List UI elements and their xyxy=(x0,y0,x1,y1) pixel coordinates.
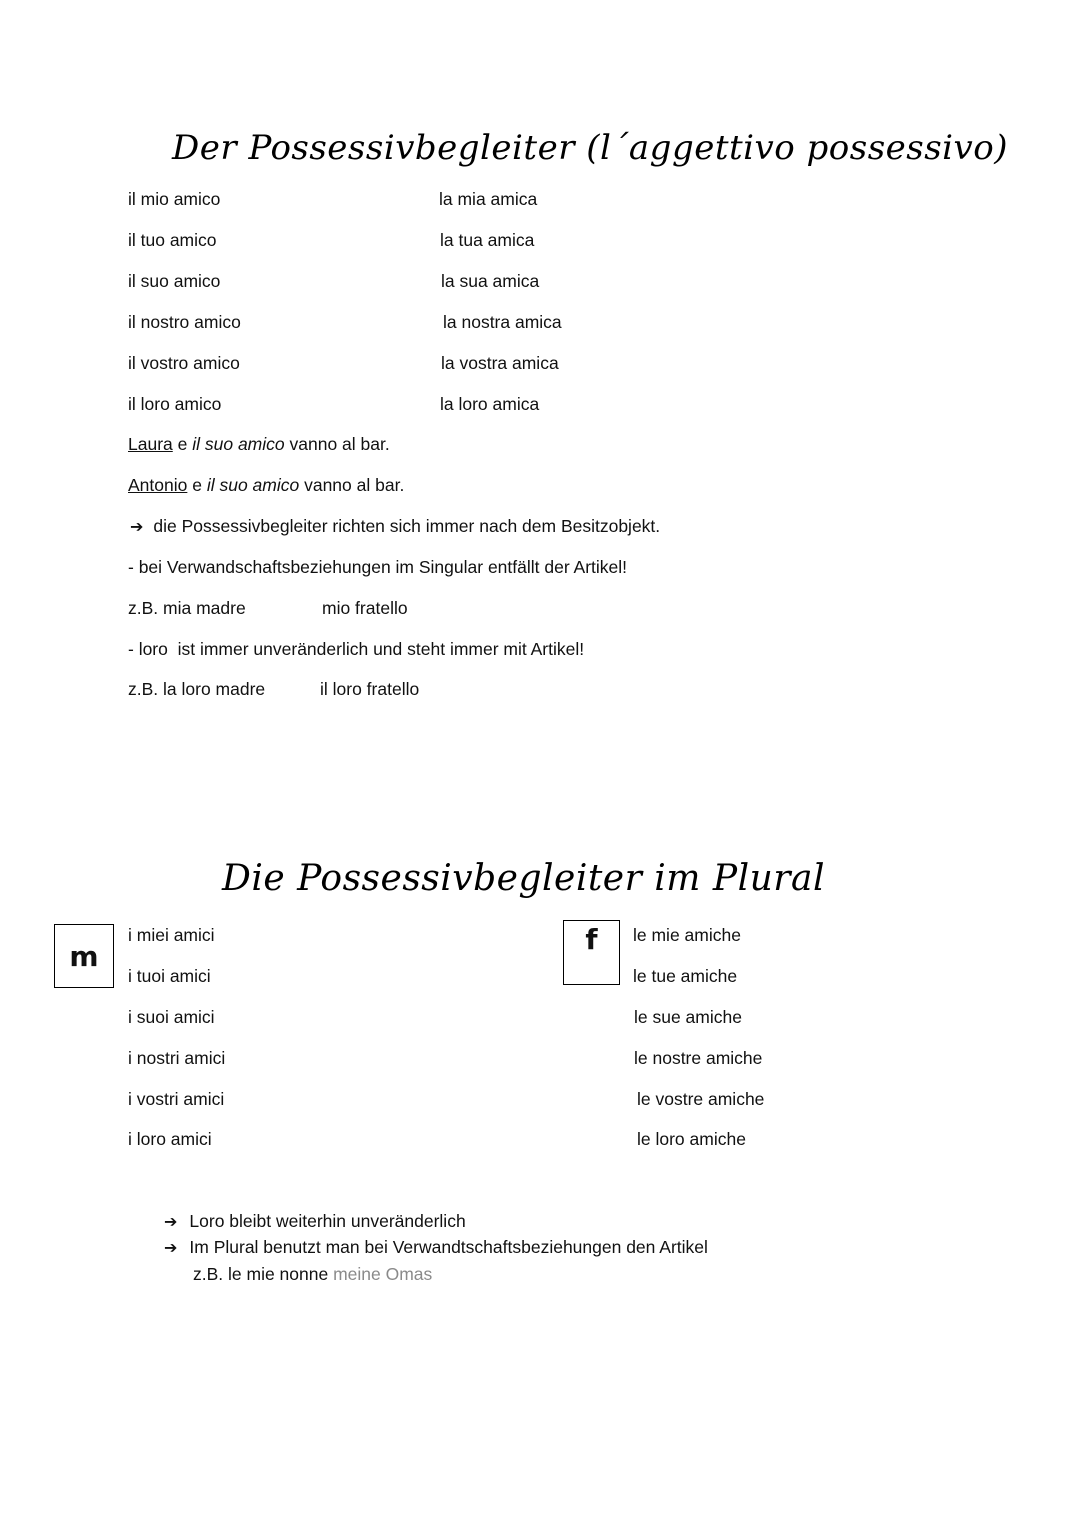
example-1-rest: vanno al bar. xyxy=(284,434,390,454)
fem-singular-6: la loro amica xyxy=(440,394,540,414)
loro-example-2: il loro fratello xyxy=(320,679,420,699)
masc-plural-6: i loro amici xyxy=(128,1129,212,1149)
masc-plural-1: i miei amici xyxy=(128,925,215,945)
masc-singular-5: il vostro amico xyxy=(128,353,240,373)
note-loro xyxy=(164,1210,466,1233)
masc-singular-6: il loro amico xyxy=(128,394,222,414)
fem-plural-3: le sue amiche xyxy=(634,1007,742,1027)
example-sentence-2 xyxy=(128,474,404,496)
rule-possessive-text: die Possessivbegleiter richten sich immer nach dem Besitzobjekt. xyxy=(153,516,661,536)
fem-singular-5: la vostra amica xyxy=(441,353,559,373)
masc-plural-3: i suoi amici xyxy=(128,1007,215,1027)
feminine-label-box xyxy=(563,920,620,985)
example-2-subject: Antonio xyxy=(128,475,188,495)
example-2-object: il suo amico xyxy=(206,475,300,495)
family-example-1: z.B. mia madre xyxy=(128,598,246,618)
fem-plural-6: le loro amiche xyxy=(637,1129,746,1149)
rule-family: - bei Verwandschaftsbeziehungen im Singular entfällt der Artikel! xyxy=(128,557,628,577)
example-1-connector: e xyxy=(172,434,193,454)
example-1-subject: Laura xyxy=(128,434,173,454)
masc-plural-2: i tuoi amici xyxy=(128,966,211,986)
masc-singular-4: il nostro amico xyxy=(128,312,241,332)
masc-singular-2: il tuo amico xyxy=(128,230,217,250)
fem-plural-4: le nostre amiche xyxy=(634,1048,763,1068)
masc-plural-4: i nostri amici xyxy=(128,1048,226,1068)
fem-singular-1: la mia amica xyxy=(439,189,538,209)
example-1-object: il suo amico xyxy=(192,434,285,454)
feminine-label: f xyxy=(585,923,598,956)
masculine-label-box xyxy=(54,924,114,988)
section2-title: Die Possessivbegleiter im Plural xyxy=(222,858,825,899)
fem-plural-1: le mie amiche xyxy=(633,925,741,945)
note-example-text: z.B. le mie nonne xyxy=(193,1264,334,1284)
example-2-rest: vanno al bar. xyxy=(299,475,405,495)
masculine-label: m xyxy=(69,939,99,973)
rule-loro: - loro ist immer unveränderlich und steht immer mit Artikel! xyxy=(128,639,585,659)
section1-title: Der Possessivbegleiter (l´aggettivo possessivo) xyxy=(172,128,1008,168)
masc-singular-1: il mio amico xyxy=(128,189,221,209)
fem-singular-3: la sua amica xyxy=(441,271,540,291)
arrow-right-icon: ➔ xyxy=(164,1238,178,1257)
arrow-right-icon: ➔ xyxy=(130,517,144,536)
example-sentence-1 xyxy=(128,433,390,455)
example-2-connector: e xyxy=(187,475,207,495)
note-example xyxy=(193,1263,432,1285)
arrow-right-icon: ➔ xyxy=(164,1212,178,1231)
fem-singular-4: la nostra amica xyxy=(443,312,562,332)
family-example-2: mio fratello xyxy=(322,598,408,618)
loro-example-1: z.B. la loro madre xyxy=(128,679,266,699)
rule-possessive xyxy=(130,515,660,538)
note-plural-article xyxy=(164,1236,708,1259)
fem-singular-2: la tua amica xyxy=(440,230,535,250)
fem-plural-2: le tue amiche xyxy=(633,966,738,986)
note-plural-article-text: Im Plural benutzt man bei Verwandtschaftsbeziehungen den Artikel xyxy=(189,1237,708,1257)
note-loro-text: Loro bleibt weiterhin unveränderlich xyxy=(189,1211,466,1231)
note-example-translation: meine Omas xyxy=(333,1264,433,1284)
masc-plural-5: i vostri amici xyxy=(128,1089,225,1109)
fem-plural-5: le vostre amiche xyxy=(637,1089,765,1109)
masc-singular-3: il suo amico xyxy=(128,271,221,291)
